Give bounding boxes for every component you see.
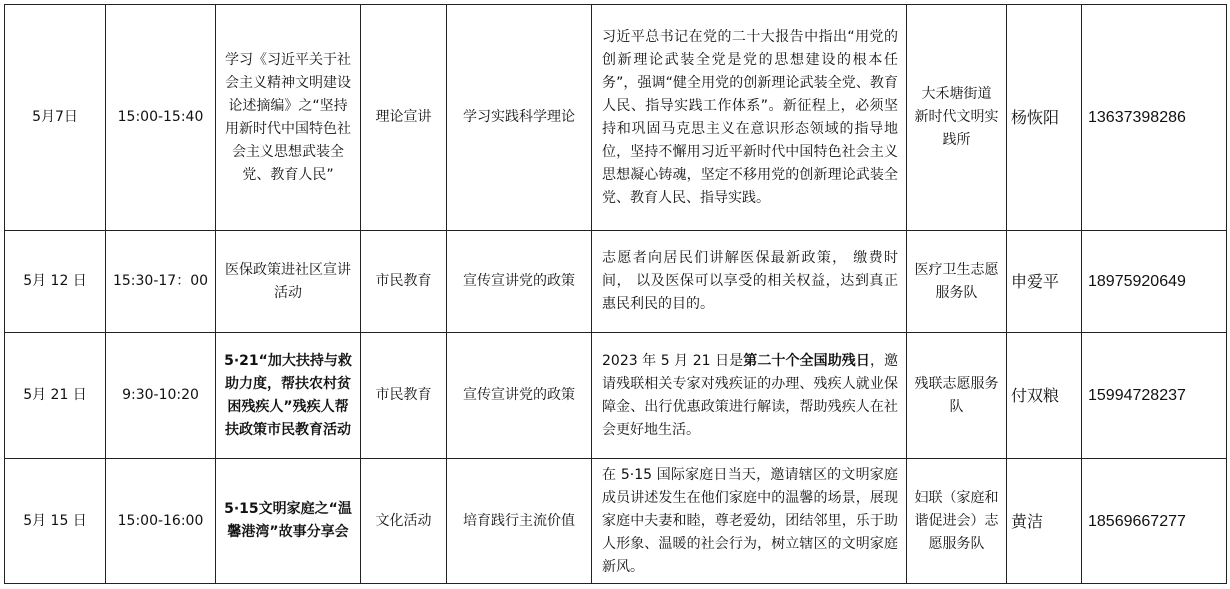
date-cell: 5月 15 日 <box>5 459 106 584</box>
org-cell: 大禾塘街道 新时代文明实践所 <box>907 5 1007 231</box>
phone-cell: 18975920649 <box>1082 231 1227 333</box>
time-cell: 9:30-10:20 <box>106 333 216 459</box>
table-row <box>5 459 1227 584</box>
org-cell: 妇联（家庭和谐促进会）志愿服务队 <box>907 459 1007 584</box>
topic-cell: 医保政策进社区宣讲活动 <box>216 231 361 333</box>
topic-cell: 学习《习近平关于社会主义精神文明建设论述摘编》之“坚持用新时代中国特色社会主义思想武装全党、教育人民” <box>216 5 361 231</box>
content-cell: 习近平总书记在党的二十大报告中指出“用党的创新理论武装全党是党的思想建设的根本任务”，强调“健全用党的创新理论武装全党、教育人民、指导实践工作体系”。新征程上，必须坚持和巩固马克思主义在意识形态领域的指导地位，坚持不懈用习近平新时代中国特色社会主义思想凝心铸魂，坚定不移用党的创新理论武装全党、教育人民、指导实践。 <box>592 5 907 231</box>
type-cell: 理论宣讲 <box>361 5 447 231</box>
phone-cell: 13637398286 <box>1082 5 1227 231</box>
type-cell: 市民教育 <box>361 231 447 333</box>
time-cell: 15:00-15:40 <box>106 5 216 231</box>
time-cell: 15:30-17：00 <box>106 231 216 333</box>
contact-cell: 杨恢阳 <box>1007 5 1082 231</box>
date-cell: 5月 21 日 <box>5 333 106 459</box>
topic-cell: 5·15文明家庭之“温馨港湾”故事分享会 <box>216 459 361 584</box>
org-cell: 医疗卫生志愿服务队 <box>907 231 1007 333</box>
content-highlight: 第二十个全国助残日 <box>743 352 870 369</box>
phone-cell: 18569667277 <box>1082 459 1227 584</box>
contact-cell: 黄洁 <box>1007 459 1082 584</box>
content-cell <box>592 333 907 459</box>
table-row <box>5 5 1227 231</box>
date-cell: 5月 12 日 <box>5 231 106 333</box>
category-cell: 宣传宣讲党的政策 <box>447 333 592 459</box>
content-text: ，邀请残联相关专家对残疾证的办理、残疾人就业保障金、出行优惠政策进行解读，帮助残疾人在社会更好地生活。 <box>602 352 899 438</box>
contact-cell: 申爱平 <box>1007 231 1082 333</box>
type-cell: 文化活动 <box>361 459 447 584</box>
category-cell: 学习实践科学理论 <box>447 5 592 231</box>
phone-cell: 15994728237 <box>1082 333 1227 459</box>
date-cell: 5月7日 <box>5 5 106 231</box>
category-cell: 宣传宣讲党的政策 <box>447 231 592 333</box>
content-cell: 在 5·15 国际家庭日当天，邀请辖区的文明家庭成员讲述发生在他们家庭中的温馨的场景，展现家庭中夫妻和睦，尊老爱幼，团结邻里，乐于助人形象、温暖的社会行为，树立辖区的文明家庭新风。 <box>592 459 907 584</box>
org-cell: 残联志愿服务队 <box>907 333 1007 459</box>
content-cell: 志愿者向居民们讲解医保最新政策， 缴费时间， 以及医保可以享受的相关权益，达到真正惠民利民的目的。 <box>592 231 907 333</box>
topic-cell: 5·21“加大扶持与救助力度，帮扶农村贫困残疾人”残疾人帮扶政策市民教育活动 <box>216 333 361 459</box>
time-cell: 15:00-16:00 <box>106 459 216 584</box>
type-cell: 市民教育 <box>361 333 447 459</box>
contact-cell: 付双粮 <box>1007 333 1082 459</box>
table-row <box>5 333 1227 459</box>
table-row <box>5 231 1227 333</box>
content-text: 2023 年 5 月 21 日是 <box>602 352 744 369</box>
activity-table <box>4 4 1227 584</box>
category-cell: 培育践行主流价值 <box>447 459 592 584</box>
